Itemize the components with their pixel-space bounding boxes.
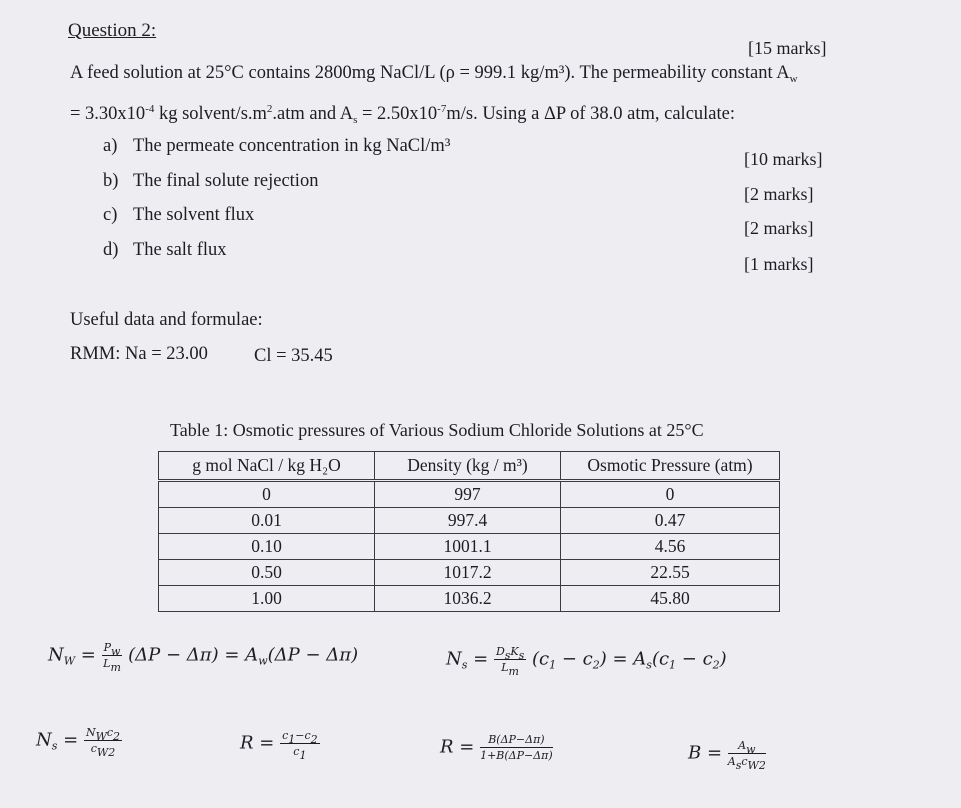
cell: 997.4 xyxy=(375,508,561,534)
part-c-label: c) xyxy=(103,205,118,225)
part-a xyxy=(103,136,450,157)
delta-p-text: m/s. Using a ΔP of 38.0 atm, calculate: xyxy=(446,104,735,124)
cell: 0.10 xyxy=(159,534,375,560)
osmotic-pressure-table xyxy=(158,451,780,612)
part-c xyxy=(103,205,254,226)
part-c-text: The solvent flux xyxy=(133,205,255,225)
table-caption: Table 1: Osmotic pressures of Various Sodium Chloride Solutions at 25°C xyxy=(170,420,704,440)
formula-rejection-b: R = $\frac{B(\Delta P-\Delta\pi)}{1+B(\Delta P-\Delta\pi)}$ xyxy=(440,733,553,762)
cell: 0 xyxy=(561,481,780,508)
aw-exponent: -4 xyxy=(145,103,155,115)
formula-b-constant: B = $\frac{A_w}{A_sc_{W2}}$ xyxy=(688,739,766,772)
cell: 45.80 xyxy=(561,586,780,612)
cell: 0.01 xyxy=(159,508,375,534)
cell: 997 xyxy=(375,481,561,508)
cell: 1017.2 xyxy=(375,560,561,586)
part-b-label: b) xyxy=(103,171,119,191)
question-line-1 xyxy=(70,63,798,84)
table-row xyxy=(159,534,780,560)
part-d-label: d) xyxy=(103,240,119,260)
header-molality: g mol NaCl / kg H₂O xyxy=(159,452,375,481)
cell: 1001.1 xyxy=(375,534,561,560)
formula-salt-flux-2: $N_s$ = $\frac{N_Wc_2}{c_{W2}}$ xyxy=(36,726,121,759)
cell: 0.47 xyxy=(561,508,780,534)
part-b xyxy=(103,171,318,192)
as-subscript: s xyxy=(353,114,358,126)
rmm-cl: Cl = 35.45 xyxy=(254,346,333,366)
table-row xyxy=(159,508,780,534)
cell: 0 xyxy=(159,481,375,508)
header-osmotic-pressure: Osmotic Pressure (atm) xyxy=(561,452,780,481)
part-d xyxy=(103,240,227,261)
cell: 22.55 xyxy=(561,560,780,586)
part-d-marks: [1 marks] xyxy=(744,254,814,274)
formula-salt-flux: $N_s$ = $\frac{D_sK_s}{L_m}$ $(c_1 - c_2) = A_s(c_1 - c_2)$ xyxy=(446,645,727,678)
aw-subscript: w xyxy=(789,73,798,85)
part-a-text: The permeate concentration in kg NaCl/m³ xyxy=(133,136,451,156)
part-a-marks: [10 marks] xyxy=(744,149,823,169)
formula-solvent-flux: $N_W$ = $\frac{P_w}{L_m}$ $(\Delta P - \Delta\pi) = A_w(\Delta P - \Delta\pi)$ xyxy=(48,641,359,674)
part-a-label: a) xyxy=(103,136,118,156)
cell: 0.50 xyxy=(159,560,375,586)
aw-value: = 3.30x10 xyxy=(70,104,146,124)
question-title: Question 2: xyxy=(68,20,157,41)
total-marks: [15 marks] xyxy=(748,38,827,58)
table-row xyxy=(159,586,780,612)
part-c-marks: [2 marks] xyxy=(744,218,814,238)
table-header-row xyxy=(159,452,780,481)
cell: 1036.2 xyxy=(375,586,561,612)
useful-heading: Useful data and formulae: xyxy=(70,310,263,330)
part-d-text: The salt flux xyxy=(133,240,227,260)
formula-rejection: R = $\frac{c_1-c_2}{c_1}$ xyxy=(240,729,318,762)
part-b-text: The final solute rejection xyxy=(133,171,319,191)
question-line-2 xyxy=(70,104,735,125)
as-exponent: -7 xyxy=(437,103,447,115)
as-label: .atm and A xyxy=(272,104,354,124)
area-exponent: 2 xyxy=(266,103,273,115)
table-row xyxy=(159,560,780,586)
cell: 1.00 xyxy=(159,586,375,612)
part-b-marks: [2 marks] xyxy=(744,184,814,204)
question-line-1-text: A feed solution at 25°C contains 2800mg NaCl/L (ρ = 999.1 kg/m³). The permeability constant A xyxy=(70,63,790,83)
rmm-na: RMM: Na = 23.00 xyxy=(70,344,208,364)
table-row xyxy=(159,481,780,508)
header-density: Density (kg / m³) xyxy=(375,452,561,481)
aw-units: kg solvent/s.m xyxy=(154,104,267,124)
as-value: = 2.50x10 xyxy=(357,104,438,124)
cell: 4.56 xyxy=(561,534,780,560)
